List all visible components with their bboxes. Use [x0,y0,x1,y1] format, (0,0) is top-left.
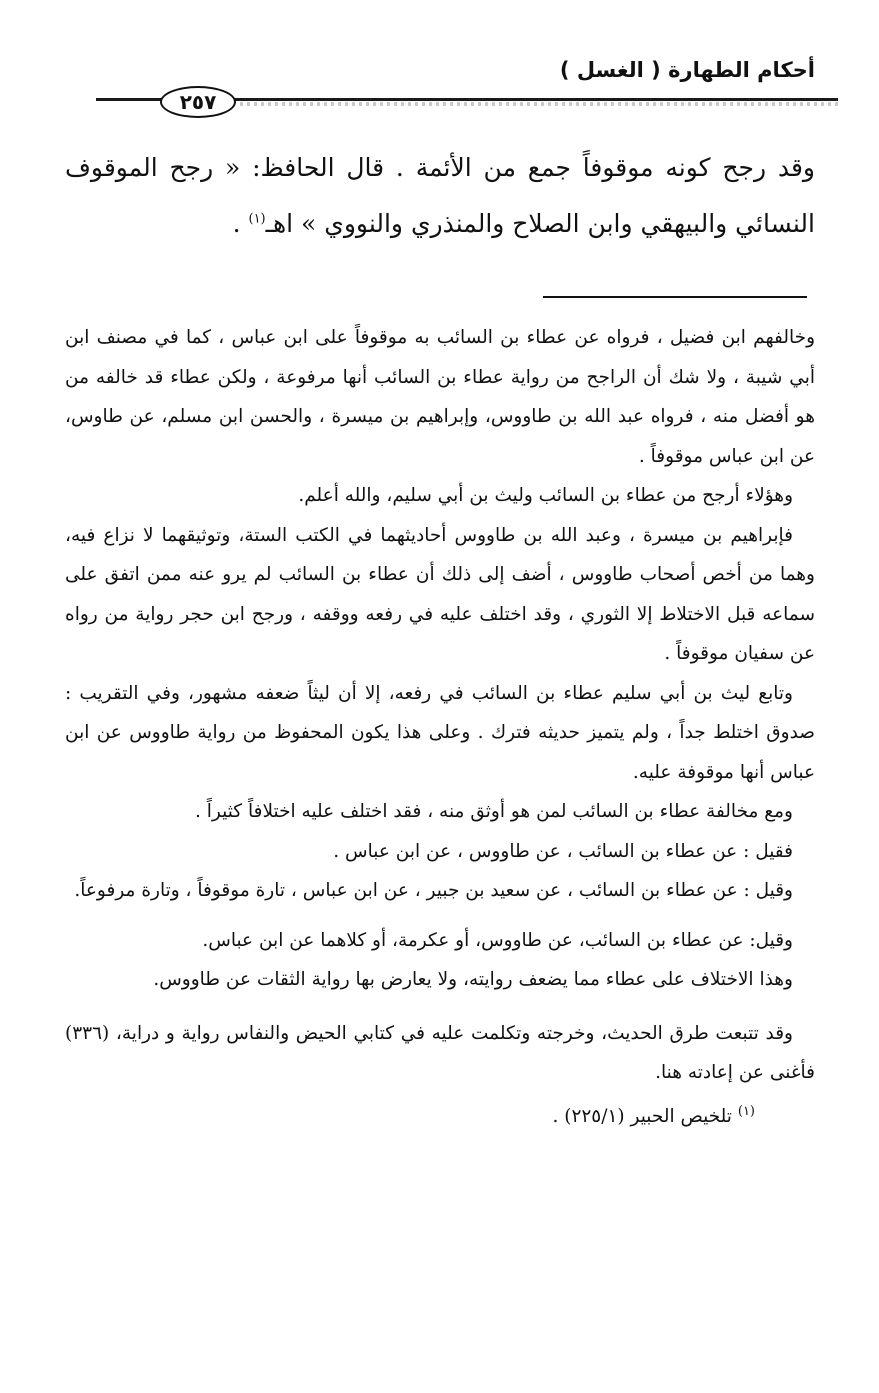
note-paragraph: فقيل : عن عطاء بن السائب ، عن طاووس ، عن ابن عباس . [333,840,793,862]
main-text-ending: . [232,209,249,238]
note-paragraph: وقد تتبعت طرق الحديث، وخرجته وتكلمت عليه في كتابي الحيض والنفاس رواية و دراية، (٣٣٦) فأغنى عن إعادته هنا. [65,1022,815,1083]
note-paragraph: وتابع ليث بن أبي سليم عطاء بن السائب في رفعه، إلا أن ليثاً ضعفه مشهور، وفي التقريب : صدوق اختلط جداً ، ولم يتميز حديثه فترك . وعلى هذا يكون المحفوظ من رواية طاووس عن ابن عباس أنها موقوفة عليه. [65,682,815,783]
footnote-text [65,1097,815,1137]
note-paragraph: وهؤلاء أرجح من عطاء بن السائب وليث بن أبي سليم، والله أعلم. [298,485,793,506]
note-paragraph: وقيل : عن عطاء بن السائب ، عن سعيد بن جبير ، عن ابن عباس ، تارة موقوفاً ، وتارة مرفوعاً. [74,880,793,901]
note-paragraph: وخالفهم ابن فضيل ، فرواه عن عطاء بن السائب به موقوفاً على ابن عباس ، كما في مصنف ابن أبي شيبة ، ولا شك أن الراجح من رواية عطاء بن السائب أنها مرفوعة ، ولكن عطاء قد خالفه من هو أفضل منه ، فرواه عبد الله بن طاووس، وإبراهيم بن ميسرة ، والحسن ابن مسلم، عن طاوس، عن ابن عباس موقوفاً . [65,327,815,467]
notes-block [65,318,815,1136]
note-paragraph: ومع مخالفة عطاء بن السائب لمن هو أوثق منه ، فقد اختلف عليه اختلافاً كثيراً . [195,801,793,822]
footnote-citation: تلخيص الحبير (٢٢٥/١) . [552,1105,732,1127]
main-text [65,140,815,252]
header-rule-texture [240,102,838,106]
running-title: أحكام الطهارة ( الغسل ) [559,58,815,82]
page-number: ٢٥٧ [160,86,236,118]
note-paragraph: فإبراهيم بن ميسرة ، وعبد الله بن طاووس أحاديثهما في الكتب الستة، وتوثيقهما لا نزاع فيه، وهما من أخص أصحاب طاووس ، أضف إلى ذلك أن عطاء بن السائب لم يرو عنه ممن اتفق على سماعه قبل الاختلاط إلا الثوري ، وقد اختلف عليه في رفعه ووقفه ، ورجح ابن حجر رواية من رواه عن سفيان موقوفاً . [65,524,815,664]
footnote-reference-mark: (١) [248,211,266,227]
footnote-separator [543,296,807,298]
note-paragraph: وقيل: عن عطاء بن السائب، عن طاووس، أو عكرمة، أو كلاهما عن ابن عباس. [202,929,793,951]
note-paragraph: وهذا الاختلاف على عطاء مما يضعف روايته، ولا يعارض بها رواية الثقات عن طاووس. [153,969,793,990]
footnote-marker: (١) [737,1103,755,1119]
main-text-body: وقد رجح كونه موقوفاً جمع من الأئمة . قال الحافظ: « رجح الموقوف النسائي والبيهقي وابن الصلاح والمنذري والنووي » اهـ [65,153,815,238]
